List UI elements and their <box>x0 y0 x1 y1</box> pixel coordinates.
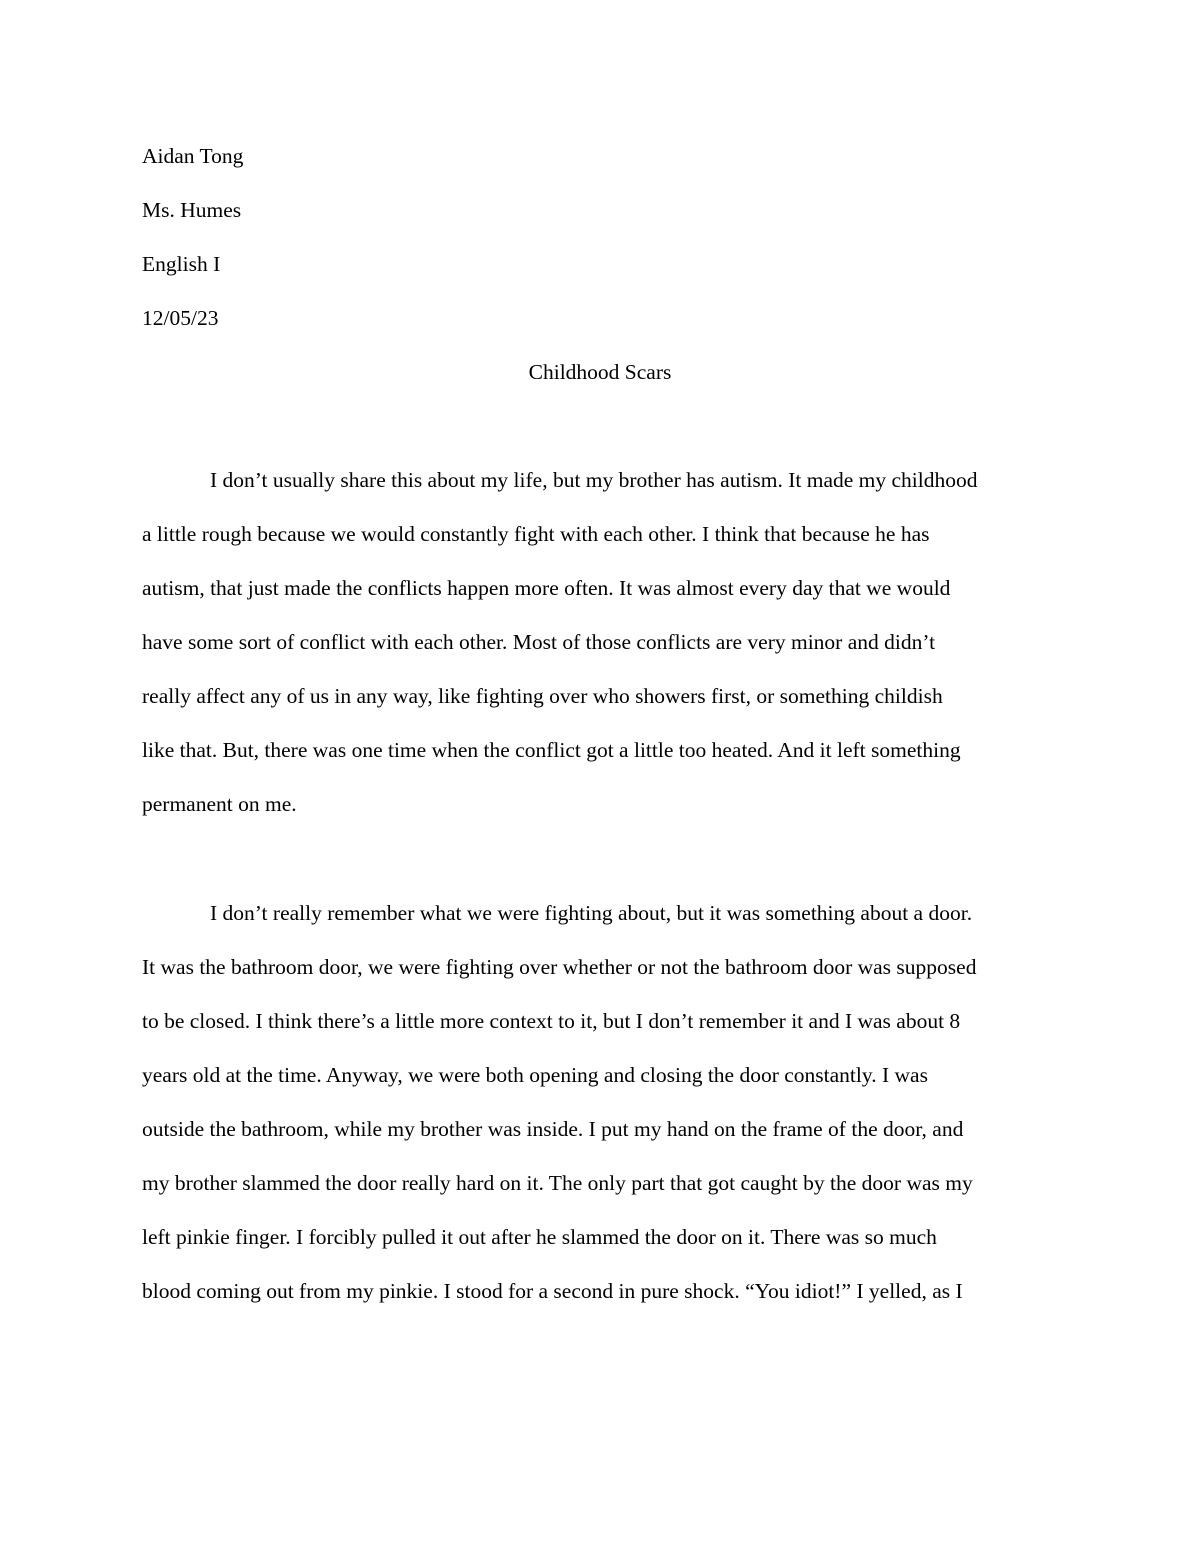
paragraph-2-line-2: It was the bathroom door, we were fighting over whether or not the bathroom door was supposed <box>142 955 977 979</box>
paragraph-1-line-3: autism, that just made the conflicts happen more often. It was almost every day that we would <box>142 576 951 600</box>
paragraph-2-line-6: my brother slammed the door really hard on it. The only part that got caught by the door was my <box>142 1171 973 1195</box>
essay-date: 12/05/23 <box>142 306 219 330</box>
essay-title: Childhood Scars <box>528 360 672 384</box>
paragraph-1-line-6: like that. But, there was one time when the conflict got a little too heated. And it left something <box>142 738 961 762</box>
course-name: English I <box>142 252 221 276</box>
paragraph-2-line-1: I don’t really remember what we were fighting about, but it was something about a door. <box>210 901 973 925</box>
paragraph-1-line-1: I don’t usually share this about my life, but my brother has autism. It made my childhood <box>210 468 978 492</box>
paragraph-2-line-5: outside the bathroom, while my brother was inside. I put my hand on the frame of the door, and <box>142 1117 964 1141</box>
paragraph-2-line-4: years old at the time. Anyway, we were both opening and closing the door constantly. I was <box>142 1063 928 1087</box>
paragraph-2-line-8: blood coming out from my pinkie. I stood for a second in pure shock. “You idiot!” I yelled, as I <box>142 1279 963 1303</box>
teacher-name: Ms. Humes <box>142 198 242 222</box>
paragraph-1-line-7: permanent on me. <box>142 792 297 816</box>
paragraph-1-line-4: have some sort of conflict with each other. Most of those conflicts are very minor and didn’t <box>142 630 936 654</box>
author-name: Aidan Tong <box>142 144 244 168</box>
paragraph-2-line-3: to be closed. I think there’s a little more context to it, but I don’t remember it and I was about 8 <box>142 1009 961 1033</box>
paragraph-2-line-7: left pinkie finger. I forcibly pulled it out after he slammed the door on it. There was so much <box>142 1225 937 1249</box>
paragraph-1-line-5: really affect any of us in any way, like fighting over who showers first, or something childish <box>142 684 943 708</box>
paragraph-1-line-2: a little rough because we would constantly fight with each other. I think that because he has <box>142 522 930 546</box>
